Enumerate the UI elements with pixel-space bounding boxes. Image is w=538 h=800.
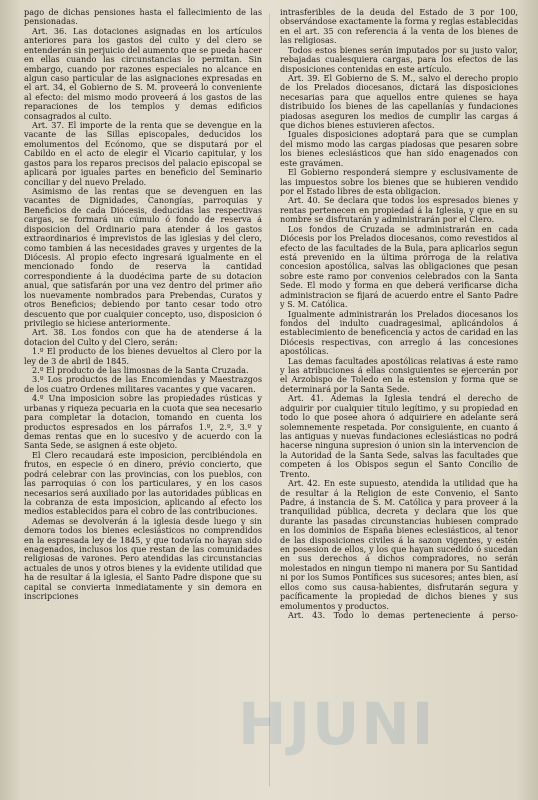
paragraph: Art. 42. En este supuesto, atendida la utilidad que ha de resultar á la Religion de este Convenio, el Santo Padre, á instancia de S. M. Católica y para proveer á la tranquilidad pública, decreta y declara que los que durante las pasadas circunstancias hubiesen comprado en los dominios de España bienes eclesiásticos, al tenor de las disposiciones civiles á la sazon vigentes, y estén en posesion de ellos, y los que hayan sucedido ó sucedan en sus derechos á dichos compradores, no serán molestados en ningun tiempo ni manera por Su Santidad ni por los Sumos Pontífices sus sucesores; antes bien, así ellos como sus causa-habientes, disfrutarán segura y pacíficamente la propiedad de dichos bienes y sus emolumentos y productos. [280, 478, 518, 611]
paragraph: Todos estos bienes serán imputados por su justo valor, rebajadas cualesquiera cargas, para los efectos de las disposiciones contenidas en este artículo. [280, 44, 518, 74]
paragraph: Art. 36. Las dotaciones asignadas en los artículos anteriores para los gastos del culto y del clero se entenderán sin perjuicio del aumento que se pueda hacer en ellas cuando las circunstancias lo permitan. Sin embargo, cuando por razones especiales no alcance en algun caso particular de las asignaciones expresadas en el art. 34, el Gobierno de S. M. proveerá lo conveniente al efecto: del mismo modo proveerá á los gastos de las reparaciones de los templos y demas edificios consagrados al culto. [24, 25, 262, 121]
paragraph: 3.º Los productos de las Encomiendas y Maestrazgos de los cuatro Ordenes militares vacantes y que vacaren. [24, 374, 262, 394]
paragraph: Asimismo de las rentas que se devenguen en las vacantes de Dignidades, Canongías, parroquias y Beneficios de cada Diócesis, deducidas las respectivas cargas, se formará un cúmulo ó fondo de reserva á disposicion del Ordinario para atender á los gastos extraordinarios é imprevistos de las iglesias y del clero, como tambien á las necesidades graves y urgentes de la Diócesis. Al propio efecto ingresará igualmente en el mencionado fondo de reserva la cantidad correspondiente á la duodécima parte de su dotacion anual, que satisfarán por una vez dentro del primer año los nuevamente nombrados para Prebendas, Curatos y otros Beneficios; debiendo por tanto cesar todo otro descuento que por cualquier concepto, uso, disposicion ó privilegio se hiciese anteriormente. [24, 186, 262, 328]
column-divider [269, 14, 270, 786]
paragraph: Art. 38. Los fondos con que ha de atenderse á la dotacion del Culto y del Clero, serán: [24, 327, 262, 347]
paragraph: 1.º El producto de los bienes devueltos al Clero por la ley de 3 de abril de 1845. [24, 346, 262, 366]
paragraph: Art. 40. Se declara que todos los espresados bienes y rentas pertenecen en propiedad á la Iglesia, y que en su nombre se disfrutarán y administrarán por el Clero. [280, 195, 518, 225]
paragraph: Art. 37. El importe de la renta que se devengue en la vacante de las Sillas episcopales, deducidos los emolumentos del Ecónomo, que se disputará por el Cabildo en el acto de elegir el Vicario capitular, y los gastos para los reparos precisos del palacio episcopal se aplicará por iguales partes en beneficio del Seminario conciliar y del nuevo Prelado. [24, 120, 262, 187]
left-column [24, 8, 262, 792]
paragraph: Art. 43. Todo lo demas perteneciente á perso- [288, 610, 518, 620]
paragraph: Ademas se devolverán á la iglesia desde luego y sin demora todos los bienes eclesiásticos no comprendidos en la espresada ley de 1845, y que todavía no hayan sido enagenados, inclusos los que restan de las comunidades religiosas de varones. Pero atendidas las circunstancias actuales de unos y otros bienes y la evidente utilidad que ha de resultar á la iglesia, el Santo Padre dispone que su capital se convierta inmediatamente y sin demora en inscripciones [24, 515, 262, 602]
paragraph: intrasferibles de la deuda del Estado de 3 por 100, observándose exactamente la forma y reglas establecidas en el art. 35 con referencia á la venta de los bienes de las religiosas. [280, 8, 518, 46]
paragraph: Igualmente administrarán los Prelados diocesanos los fondos del indulto cuadragesimal, aplicándolos á establecimiento de beneficencia y actos de caridad en las Diócesis respectivas, con arreglo á las concesiones apostólicas. [280, 308, 518, 357]
paragraph: Art. 39. El Gobierno de S. M., salvo el derecho propio de los Prelados diocesanos, dictará las disposiciones necesarias para que aquellos entre quienes se haya distribuido los bienes de las capellanías y fundaciones piadosas aseguren los medios de cumplir las cargas á que dichos bienes estuvieren afectos. [280, 72, 518, 131]
paragraph: Las demas facultades apostólicas relativas á este ramo y las atribuciones á ellas consiguientes se ejercerán por el Arzobispo de Toledo en la estension y forma que se determinará por la Santa Sede. [280, 355, 518, 394]
paragraph: 4.º Una imposicion sobre las propiedades rústicas y urbanas y riqueza pecuaria en la cuota que sea necesario para completar la dotacion, tomando en cuenta los productos espresados en los párrafos 1.º, 2.º, 3.º y demas rentas que en lo sucesivo y de acuerdo con la Santa Sede, se asignen á este objeto. [24, 393, 262, 451]
right-column [280, 8, 518, 792]
paragraph: El Gobierno responderá siempre y esclusivamente de las impuestos sobre los bienes que se hubieren vendido por el Estado libres de esta obligacion. [280, 167, 518, 197]
paragraph: Los fondos de Cruzada se administrarán en cada Diócesis por los Prelados diocesanos, como revestidos al efecto de las facultades de la Bula, para aplicarlos segun está prevenido en la última prórroga de la relativa concesion apostólica, salvas las obligaciones que pesan sobre este ramo por convenios celebrados con la Santa Sede. El modo y forma en que deberá verificarse dicha administracion se fijará de acuerdo entre el Santo Padre y S. M. Católica. [280, 223, 518, 310]
paragraph: Art. 41. Ademas la Iglesia tendrá el derecho de adquirir por cualquier título legítimo, y su propiedad en todo lo que posee ahora ó adquiriere en adelante será solemnemente respetada. Por consiguiente, en cuanto á las antiguas y nuevas fundaciones eclesiásticas no podrá hacerse ninguna supresion ó union sin la intervencion de la Autoridad de la Santa Sede, salvas las facultades que competen á los Obispos segun el Santo Concilio de Trento. [280, 393, 518, 479]
paragraph: Iguales disposiciones adoptará para que se cumplan del mismo modo las cargas piadosas que pesaren sobre los bienes eclesiásticos que han sido enagenados con este gravámen. [280, 129, 518, 168]
paragraph: El Clero recaudará este imposicion, percibiéndola en frutos, en especie ó en dinero, prévio concierto, que podrá celebrar con las provincias, con los pueblos, con las parroquias ó con los particulares, y en los casos necesarios será auxiliado por las autoridades públicas en la cobranza de esta imposicion, aplicando al efecto los medios establecidos para el cobro de las contribuciones. [24, 449, 262, 517]
paragraph: 2.º El producto de las limosnas de la Santa Cruzada. [32, 365, 249, 376]
library-watermark: HJUNI [238, 690, 436, 758]
paragraph: pago de dichas pensiones hasta el fallecimiento de las pensionadas. [24, 8, 262, 27]
